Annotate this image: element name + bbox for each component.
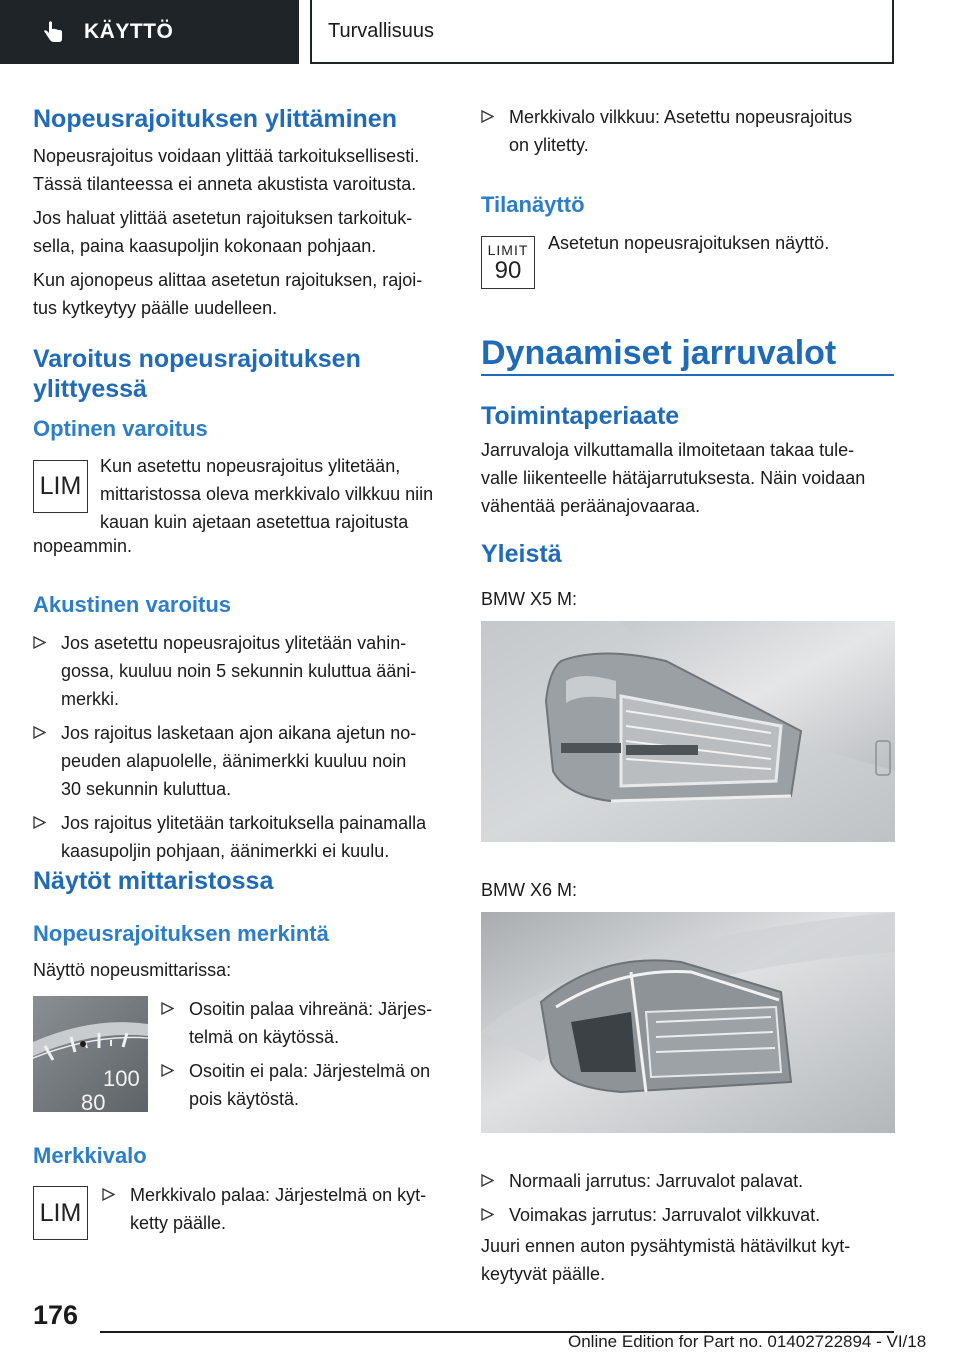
list-item: Jos asetettu nopeusrajoitus ylitetään vahin- gossa, kuuluu noin 5 sekunnin kuluttua ääni- merkki. [33, 629, 458, 713]
x6m-tail-light-image [481, 912, 895, 1133]
list-item: Voimakas jarrutus: Jarruvalot vilkkuvat. [481, 1201, 894, 1229]
gauge-label-80: 80 [81, 1090, 106, 1112]
brake-list [481, 1167, 894, 1229]
principle-line-c: vähentää peräänajovaaraa. [481, 496, 701, 516]
para-1a: Nopeusrajoitus voidaan ylittää tarkoituksellisesti. [33, 146, 420, 166]
end-text [481, 1232, 894, 1288]
list-item: Jos rajoitus lasketaan ajon aikana ajetun no- peuden alapuolelle, äänimerkki kuuluu noin 30 sekunnin kuluttua. [33, 719, 458, 803]
principle-line-b: valle liikenteelle hätäjarrutuksesta. Näin voidaan [481, 468, 866, 488]
heading-general: Yleistä [481, 540, 562, 568]
triangle-bullet-icon [161, 1002, 174, 1015]
acoustic-list [33, 629, 458, 865]
status-text: Asetetun nopeusrajoituksen näyttö. [548, 233, 830, 253]
opt-line-a: Kun asetettu nopeusrajoitus ylitetään, [100, 456, 401, 476]
indicator-list [102, 1181, 462, 1237]
lim-indicator-icon [33, 460, 88, 513]
footer-edition: Online Edition for Part no. 01402722894 - VI/18 [568, 1332, 927, 1351]
para-1b: Tässä tilanteessa ei anneta akustista varoitusta. [33, 174, 417, 194]
para-3a: Kun ajonopeus alittaa asetetun rajoituksen, rajoi- [33, 270, 423, 290]
chapter-title: Turvallisuus [328, 19, 434, 42]
heading-status: Tilanäyttö [481, 192, 585, 217]
triangle-bullet-icon [33, 816, 46, 829]
triangle-bullet-icon [481, 1208, 494, 1221]
display-list [161, 995, 461, 1113]
heading-acoustic: Akustinen varoitus [33, 592, 232, 617]
list-item: Osoitin ei pala: Järjestelmä on pois käytöstä. [161, 1057, 461, 1113]
opt-line-d: nopeammin. [33, 536, 133, 556]
triangle-bullet-icon [102, 1188, 115, 1201]
heading-displays: Näytöt mittaristossa [33, 867, 274, 895]
left-column [33, 104, 453, 404]
limit-display-icon [481, 236, 535, 289]
lim-indicator-icon [33, 1186, 88, 1240]
heading-marking: Nopeusrajoituksen merkintä [33, 921, 329, 946]
heading-optical: Optinen varoitus [33, 416, 208, 441]
speedometer-image [33, 996, 148, 1112]
opt-line-b: mittaristossa oleva merkkivalo vilkkuu niin [100, 484, 434, 504]
triangle-bullet-icon [33, 636, 46, 649]
right-list-top [481, 103, 893, 159]
heading-indicator: Merkkivalo [33, 1143, 147, 1168]
list-item: Merkkivalo vilkkuu: Asetettu nopeusrajoitus on ylitetty. [481, 103, 893, 159]
list-item: Normaali jarrutus: Jarruvalot palavat. [481, 1167, 894, 1195]
page-number: 176 [33, 1300, 79, 1330]
heading-exceeding: Nopeusrajoituksen ylittäminen [33, 105, 397, 133]
heading-warning-a: Varoitus nopeusrajoituksen [33, 345, 361, 373]
lim-label: LIM [39, 472, 82, 500]
optical-text [100, 452, 460, 536]
opt-line-c: kauan kuin ajetaan asetettua rajoitusta [100, 512, 409, 532]
label-x5m: BMW X5 M: [481, 589, 578, 609]
limit-label: LIMIT [487, 242, 529, 258]
display-intro: Näyttö nopeusmittarissa: [33, 960, 232, 980]
x5m-tail-light-image [481, 621, 895, 842]
triangle-bullet-icon [481, 1174, 494, 1187]
limit-value: 90 [494, 257, 522, 284]
heading-principle: Toimintaperiaate [481, 402, 680, 430]
lim-label: LIM [39, 1199, 82, 1227]
list-item: Jos rajoitus ylitetään tarkoituksella painamalla kaasupoljin pohjaan, äänimerkki ei kuulu. [33, 809, 458, 865]
chapter-tab [310, 0, 894, 64]
principle-text [481, 436, 894, 520]
triangle-bullet-icon [481, 110, 494, 123]
section-tab [0, 0, 299, 64]
triangle-bullet-icon [33, 726, 46, 739]
para-3b: tus kytkeytyy päälle uudelleen. [33, 298, 278, 318]
heading-dynamic-brake-lights: Dynaamiset jarruvalot [481, 334, 837, 372]
hand-pointer-icon [40, 19, 66, 45]
principle-line-a: Jarruvaloja vilkuttamalla ilmoitetaan takaa tule- [481, 440, 855, 460]
triangle-bullet-icon [161, 1064, 174, 1077]
label-x6m: BMW X6 M: [481, 880, 578, 900]
list-item: Merkkivalo palaa: Järjestelmä on kyt- ketty päälle. [102, 1181, 462, 1237]
end-line-b: keytyvät päälle. [481, 1264, 606, 1284]
para-2b: sella, paina kaasupoljin kokonaan pohjaan. [33, 236, 377, 256]
heading-rule [481, 374, 894, 376]
gauge-label-100: 100 [103, 1066, 140, 1091]
end-line-a: Juuri ennen auton pysähtymistä hätävilkut kyt- [481, 1236, 851, 1256]
section-title: KÄYTTÖ [84, 20, 174, 43]
heading-warning-b: ylittyessä [33, 375, 147, 403]
list-item: Osoitin palaa vihreänä: Järjes- telmä on käytössä. [161, 995, 461, 1051]
para-2a: Jos haluat ylittää asetetun rajoituksen tarkoituk- [33, 208, 413, 228]
